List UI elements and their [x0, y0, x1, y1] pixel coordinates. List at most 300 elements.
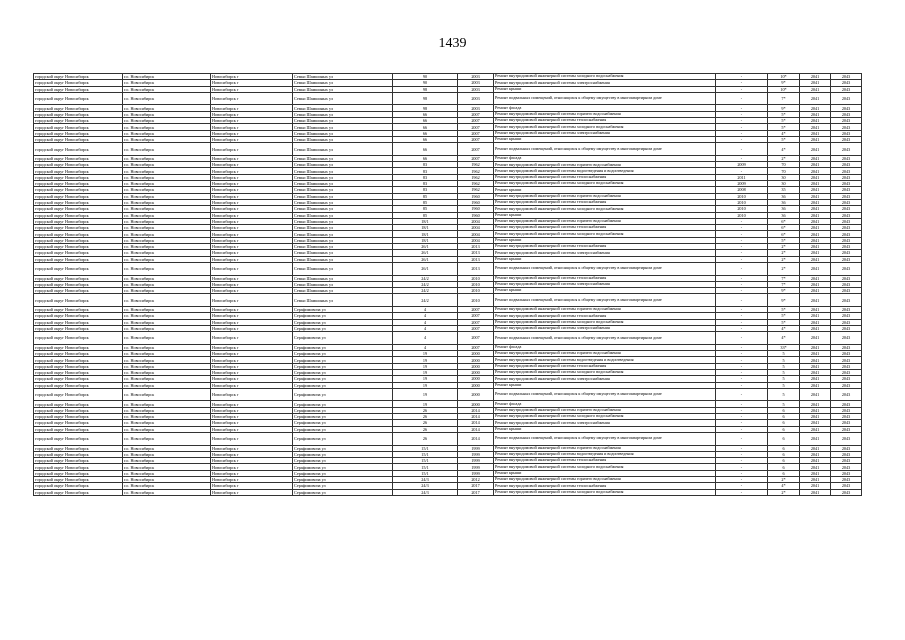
last-repair-year-cell: -	[716, 363, 768, 369]
okrug-cell: городской округ Новосибирск	[34, 313, 123, 319]
wear-percent-cell: 5	[768, 369, 800, 375]
okrug-cell: городской округ Новосибирск	[34, 105, 123, 111]
street-cell: Серафимовича ул	[293, 432, 393, 445]
plan-end-year-cell: 2043	[831, 325, 862, 331]
wear-percent-cell: 6	[768, 414, 800, 420]
wear-percent-cell: 5*	[768, 118, 800, 124]
municipality-cell: г.о. Новосибирск	[123, 458, 211, 464]
city-cell: Новосибирск г	[211, 489, 293, 495]
build-year-cell: 2007	[458, 118, 494, 124]
house-number-cell: 83	[393, 187, 458, 193]
wear-percent-cell: 30	[768, 174, 800, 180]
build-year-cell: 2013	[458, 250, 494, 256]
municipality-cell: г.о. Новосибирск	[123, 489, 211, 495]
build-year-cell: 2003	[458, 80, 494, 86]
last-repair-year-cell: -	[716, 225, 768, 231]
table-row	[34, 143, 862, 156]
city-cell: Новосибирск г	[211, 206, 293, 212]
plan-end-year-cell: 2043	[831, 351, 862, 357]
house-number-cell: 26	[393, 420, 458, 426]
house-number-cell: 19	[393, 363, 458, 369]
plan-end-year-cell: 2043	[831, 376, 862, 382]
city-cell: Новосибирск г	[211, 294, 293, 307]
municipality-cell: г.о. Новосибирск	[123, 319, 211, 325]
table-row	[34, 262, 862, 275]
okrug-cell: городской округ Новосибирск	[34, 155, 123, 161]
okrug-cell: городской округ Новосибирск	[34, 225, 123, 231]
municipality-cell: г.о. Новосибирск	[123, 130, 211, 136]
build-year-cell: 2010	[458, 294, 494, 307]
last-repair-year-cell: 2009	[716, 181, 768, 187]
okrug-cell: городской округ Новосибирск	[34, 414, 123, 420]
build-year-cell: 2004	[458, 225, 494, 231]
house-number-cell: 85	[393, 206, 458, 212]
okrug-cell: городской округ Новосибирск	[34, 357, 123, 363]
plan-end-year-cell: 2043	[831, 357, 862, 363]
plan-start-year-cell: 2041	[800, 155, 831, 161]
last-repair-year-cell: -	[716, 281, 768, 287]
last-repair-year-cell: -	[716, 143, 768, 156]
okrug-cell: городской округ Новосибирск	[34, 111, 123, 117]
street-cell: Семьи Шамшиных ул	[293, 92, 393, 105]
street-cell: Серафимовича ул	[293, 483, 393, 489]
work-type-cell: Ремонт внутридомовой инженерной системы горячего водоснабжения	[494, 407, 716, 413]
wear-percent-cell: 9*	[768, 294, 800, 307]
okrug-cell: городской округ Новосибирск	[34, 199, 123, 205]
plan-end-year-cell: 2043	[831, 363, 862, 369]
municipality-cell: г.о. Новосибирск	[123, 118, 211, 124]
wear-percent-cell: 6	[768, 458, 800, 464]
okrug-cell: городской округ Новосибирск	[34, 80, 123, 86]
okrug-cell: городской округ Новосибирск	[34, 244, 123, 250]
city-cell: Новосибирск г	[211, 244, 293, 250]
build-year-cell: 1962	[458, 187, 494, 193]
city-cell: Новосибирск г	[211, 420, 293, 426]
okrug-cell: городской округ Новосибирск	[34, 351, 123, 357]
okrug-cell: городской округ Новосибирск	[34, 256, 123, 262]
house-number-cell: 19	[393, 357, 458, 363]
street-cell: Семьи Шамшиных ул	[293, 174, 393, 180]
plan-start-year-cell: 2041	[800, 244, 831, 250]
okrug-cell: городской округ Новосибирск	[34, 294, 123, 307]
work-type-cell: Ремонт внутридомовой инженерной системы горячего водоснабжения	[494, 445, 716, 451]
plan-end-year-cell: 2043	[831, 193, 862, 199]
plan-start-year-cell: 2041	[800, 237, 831, 243]
house-number-cell: 83	[393, 174, 458, 180]
build-year-cell: 2000	[458, 363, 494, 369]
last-repair-year-cell: -	[716, 105, 768, 111]
okrug-cell: городской округ Новосибирск	[34, 363, 123, 369]
okrug-cell: городской округ Новосибирск	[34, 344, 123, 350]
last-repair-year-cell: -	[716, 74, 768, 80]
city-cell: Новосибирск г	[211, 407, 293, 413]
plan-start-year-cell: 2041	[800, 206, 831, 212]
plan-end-year-cell: 2043	[831, 451, 862, 457]
house-number-cell: 24/2	[393, 275, 458, 281]
plan-end-year-cell: 2043	[831, 426, 862, 432]
street-cell: Семьи Шамшиных ул	[293, 294, 393, 307]
plan-end-year-cell: 2043	[831, 483, 862, 489]
work-type-cell: Ремонт внутридомовой инженерной системы электроснабжения	[494, 250, 716, 256]
wear-percent-cell: 7*	[768, 281, 800, 287]
build-year-cell: 2014	[458, 426, 494, 432]
plan-start-year-cell: 2041	[800, 262, 831, 275]
city-cell: Новосибирск г	[211, 92, 293, 105]
work-type-cell: Ремонт подвальных помещений, относящихся к общему имуществу в многоквартирном доме	[494, 432, 716, 445]
city-cell: Новосибирск г	[211, 256, 293, 262]
city-cell: Новосибирск г	[211, 344, 293, 350]
plan-end-year-cell: 2043	[831, 244, 862, 250]
plan-end-year-cell: 2043	[831, 80, 862, 86]
okrug-cell: городской округ Новосибирск	[34, 306, 123, 312]
last-repair-year-cell: -	[716, 351, 768, 357]
build-year-cell: 2007	[458, 313, 494, 319]
wear-percent-cell: 2*	[768, 489, 800, 495]
municipality-cell: г.о. Новосибирск	[123, 275, 211, 281]
work-type-cell: Ремонт крыши	[494, 86, 716, 92]
municipality-cell: г.о. Новосибирск	[123, 174, 211, 180]
plan-end-year-cell: 2043	[831, 124, 862, 130]
wear-percent-cell: 9*	[768, 105, 800, 111]
work-type-cell: Ремонт внутридомовой инженерной системы теплоснабжения	[494, 275, 716, 281]
work-type-cell: Ремонт внутридомовой инженерной системы водоотведения и водоотведения	[494, 168, 716, 174]
street-cell: Семьи Шамшиных ул	[293, 206, 393, 212]
street-cell: Семьи Шамшиных ул	[293, 187, 393, 193]
house-number-cell: 26	[393, 426, 458, 432]
city-cell: Новосибирск г	[211, 168, 293, 174]
plan-start-year-cell: 2041	[800, 388, 831, 401]
wear-percent-cell: 4*	[768, 143, 800, 156]
plan-end-year-cell: 2043	[831, 250, 862, 256]
plan-end-year-cell: 2043	[831, 470, 862, 476]
wear-percent-cell: 5	[768, 401, 800, 407]
house-number-cell: 19	[393, 369, 458, 375]
plan-end-year-cell: 2043	[831, 86, 862, 92]
last-repair-year-cell: 2010	[716, 199, 768, 205]
last-repair-year-cell: -	[716, 470, 768, 476]
plan-start-year-cell: 2041	[800, 420, 831, 426]
municipality-cell: г.о. Новосибирск	[123, 445, 211, 451]
municipality-cell: г.о. Новосибирск	[123, 483, 211, 489]
city-cell: Новосибирск г	[211, 212, 293, 218]
wear-percent-cell: 10*	[768, 86, 800, 92]
work-type-cell: Ремонт внутридомовой инженерной системы электроснабжения	[494, 281, 716, 287]
plan-end-year-cell: 2043	[831, 212, 862, 218]
house-number-cell: 90	[393, 74, 458, 80]
plan-start-year-cell: 2041	[800, 363, 831, 369]
city-cell: Новосибирск г	[211, 174, 293, 180]
work-type-cell: Ремонт внутридомовой инженерной системы электроснабжения	[494, 80, 716, 86]
work-type-cell: Ремонт внутридомовой инженерной системы горячего водоснабжения	[494, 218, 716, 224]
work-type-cell: Ремонт внутридомовой инженерной системы горячего водоснабжения	[494, 351, 716, 357]
street-cell: Семьи Шамшиных ул	[293, 275, 393, 281]
work-type-cell: Ремонт подвальных помещений, относящихся к общему имуществу в многоквартирном доме	[494, 388, 716, 401]
street-cell: Серафимовича ул	[293, 313, 393, 319]
wear-percent-cell: 2*	[768, 155, 800, 161]
municipality-cell: г.о. Новосибирск	[123, 231, 211, 237]
plan-start-year-cell: 2041	[800, 199, 831, 205]
build-year-cell: 2014	[458, 432, 494, 445]
okrug-cell: городской округ Новосибирск	[34, 174, 123, 180]
house-number-cell: 26/1	[393, 256, 458, 262]
build-year-cell: 1962	[458, 174, 494, 180]
plan-end-year-cell: 2043	[831, 458, 862, 464]
okrug-cell: городской округ Новосибирск	[34, 181, 123, 187]
wear-percent-cell: 5*	[768, 111, 800, 117]
okrug-cell: городской округ Новосибирск	[34, 212, 123, 218]
wear-percent-cell: 6	[768, 407, 800, 413]
okrug-cell: городской округ Новосибирск	[34, 206, 123, 212]
wear-percent-cell: 2*	[768, 262, 800, 275]
city-cell: Новосибирск г	[211, 332, 293, 345]
city-cell: Новосибирск г	[211, 445, 293, 451]
build-year-cell: 1960	[458, 212, 494, 218]
build-year-cell: 1962	[458, 162, 494, 168]
plan-start-year-cell: 2041	[800, 464, 831, 470]
plan-end-year-cell: 2043	[831, 445, 862, 451]
city-cell: Новосибирск г	[211, 231, 293, 237]
house-number-cell: 26/1	[393, 244, 458, 250]
plan-end-year-cell: 2043	[831, 262, 862, 275]
okrug-cell: городской округ Новосибирск	[34, 458, 123, 464]
street-cell: Семьи Шамшиных ул	[293, 155, 393, 161]
city-cell: Новосибирск г	[211, 225, 293, 231]
last-repair-year-cell: -	[716, 111, 768, 117]
table-row	[34, 432, 862, 445]
wear-percent-cell: 4*	[768, 332, 800, 345]
wear-percent-cell: 35	[768, 187, 800, 193]
municipality-cell: г.о. Новосибирск	[123, 281, 211, 287]
build-year-cell: 1960	[458, 193, 494, 199]
street-cell: Семьи Шамшиных ул	[293, 250, 393, 256]
wear-percent-cell: 70	[768, 162, 800, 168]
house-number-cell: 98	[393, 92, 458, 105]
okrug-cell: городской округ Новосибирск	[34, 470, 123, 476]
municipality-cell: г.о. Новосибирск	[123, 136, 211, 142]
plan-start-year-cell: 2041	[800, 187, 831, 193]
last-repair-year-cell: -	[716, 483, 768, 489]
work-type-cell: Ремонт подвальных помещений, относящихся к общему имуществу в многоквартирном доме	[494, 92, 716, 105]
plan-end-year-cell: 2043	[831, 288, 862, 294]
city-cell: Новосибирск г	[211, 275, 293, 281]
plan-start-year-cell: 2041	[800, 306, 831, 312]
work-type-cell: Ремонт внутридомовой инженерной системы теплоснабжения	[494, 244, 716, 250]
plan-start-year-cell: 2041	[800, 231, 831, 237]
street-cell: Семьи Шамшиных ул	[293, 111, 393, 117]
city-cell: Новосибирск г	[211, 130, 293, 136]
house-number-cell: 4	[393, 306, 458, 312]
street-cell: Семьи Шамшиных ул	[293, 74, 393, 80]
plan-start-year-cell: 2041	[800, 483, 831, 489]
plan-start-year-cell: 2041	[800, 281, 831, 287]
street-cell: Семьи Шамшиных ул	[293, 168, 393, 174]
work-type-cell: Ремонт внутридомовой инженерной системы водоотведения и водоотведения	[494, 451, 716, 457]
city-cell: Новосибирск г	[211, 281, 293, 287]
house-number-cell: 19	[393, 351, 458, 357]
plan-start-year-cell: 2041	[800, 80, 831, 86]
street-cell: Семьи Шамшиных ул	[293, 256, 393, 262]
work-type-cell: Ремонт крыши	[494, 426, 716, 432]
build-year-cell: 2003	[458, 92, 494, 105]
work-type-cell: Ремонт крыши	[494, 187, 716, 193]
plan-start-year-cell: 2041	[800, 357, 831, 363]
work-type-cell: Ремонт фасада	[494, 344, 716, 350]
work-type-cell: Ремонт внутридомовой инженерной системы холодного водоснабжения	[494, 414, 716, 420]
last-repair-year-cell: -	[716, 168, 768, 174]
okrug-cell: городской округ Новосибирск	[34, 193, 123, 199]
wear-percent-cell: 4*	[768, 325, 800, 331]
city-cell: Новосибирск г	[211, 357, 293, 363]
work-type-cell: Ремонт внутридомовой инженерной системы теплоснабжения	[494, 174, 716, 180]
city-cell: Новосибирск г	[211, 105, 293, 111]
house-number-cell: 83	[393, 168, 458, 174]
work-type-cell: Ремонт внутридомовой инженерной системы горячего водоснабжения	[494, 111, 716, 117]
house-number-cell: 4	[393, 313, 458, 319]
table-body	[34, 74, 862, 496]
plan-end-year-cell: 2043	[831, 231, 862, 237]
plan-start-year-cell: 2041	[800, 288, 831, 294]
plan-start-year-cell: 2041	[800, 325, 831, 331]
plan-start-year-cell: 2041	[800, 351, 831, 357]
plan-start-year-cell: 2041	[800, 294, 831, 307]
house-number-cell: 98	[393, 105, 458, 111]
street-cell: Серафимовича ул	[293, 363, 393, 369]
municipality-cell: г.о. Новосибирск	[123, 325, 211, 331]
plan-end-year-cell: 2043	[831, 130, 862, 136]
okrug-cell: городской округ Новосибирск	[34, 420, 123, 426]
wear-percent-cell: 5*	[768, 124, 800, 130]
last-repair-year-cell: -	[716, 477, 768, 483]
work-type-cell: Ремонт внутридомовой инженерной системы холодного водоснабжения	[494, 124, 716, 130]
street-cell: Серафимовича ул	[293, 426, 393, 432]
municipality-cell: г.о. Новосибирск	[123, 351, 211, 357]
municipality-cell: г.о. Новосибирск	[123, 111, 211, 117]
city-cell: Новосибирск г	[211, 80, 293, 86]
house-number-cell: 66	[393, 118, 458, 124]
plan-start-year-cell: 2041	[800, 111, 831, 117]
build-year-cell: 2017	[458, 483, 494, 489]
municipality-cell: г.о. Новосибирск	[123, 357, 211, 363]
wear-percent-cell: 5	[768, 382, 800, 388]
build-year-cell: 1962	[458, 168, 494, 174]
work-type-cell: Ремонт внутридомовой инженерной системы холодного водоснабжения	[494, 181, 716, 187]
plan-end-year-cell: 2043	[831, 401, 862, 407]
plan-end-year-cell: 2043	[831, 464, 862, 470]
okrug-cell: городской округ Новосибирск	[34, 250, 123, 256]
wear-percent-cell: 7*	[768, 92, 800, 105]
plan-start-year-cell: 2041	[800, 275, 831, 281]
plan-end-year-cell: 2043	[831, 332, 862, 345]
last-repair-year-cell: -	[716, 288, 768, 294]
plan-end-year-cell: 2043	[831, 136, 862, 142]
municipality-cell: г.о. Новосибирск	[123, 382, 211, 388]
okrug-cell: городской округ Новосибирск	[34, 143, 123, 156]
build-year-cell: 2003	[458, 86, 494, 92]
house-number-cell: 19	[393, 376, 458, 382]
work-type-cell: Ремонт внутридомовой инженерной системы электроснабжения	[494, 325, 716, 331]
build-year-cell: 2014	[458, 414, 494, 420]
street-cell: Серафимовича ул	[293, 477, 393, 483]
build-year-cell: 2010	[458, 281, 494, 287]
wear-percent-cell: 70	[768, 168, 800, 174]
okrug-cell: городской округ Новосибирск	[34, 231, 123, 237]
work-type-cell: Ремонт крыши	[494, 470, 716, 476]
plan-end-year-cell: 2043	[831, 174, 862, 180]
house-number-cell: 15/1	[393, 451, 458, 457]
wear-percent-cell: 2*	[768, 244, 800, 250]
okrug-cell: городской округ Новосибирск	[34, 162, 123, 168]
build-year-cell: 2007	[458, 111, 494, 117]
municipality-cell: г.о. Новосибирск	[123, 262, 211, 275]
city-cell: Новосибирск г	[211, 237, 293, 243]
municipality-cell: г.о. Новосибирск	[123, 105, 211, 111]
wear-percent-cell: 5	[768, 357, 800, 363]
plan-start-year-cell: 2041	[800, 319, 831, 325]
city-cell: Новосибирск г	[211, 250, 293, 256]
last-repair-year-cell: -	[716, 445, 768, 451]
work-type-cell: Ремонт подвальных помещений, относящихся к общему имуществу в многоквартирном доме	[494, 332, 716, 345]
city-cell: Новосибирск г	[211, 351, 293, 357]
house-number-cell: 15/1	[393, 464, 458, 470]
okrug-cell: городской округ Новосибирск	[34, 288, 123, 294]
city-cell: Новосибирск г	[211, 193, 293, 199]
street-cell: Серафимовича ул	[293, 306, 393, 312]
municipality-cell: г.о. Новосибирск	[123, 256, 211, 262]
city-cell: Новосибирск г	[211, 401, 293, 407]
street-cell: Серафимовича ул	[293, 489, 393, 495]
house-number-cell: 4	[393, 325, 458, 331]
build-year-cell: 2004	[458, 237, 494, 243]
plan-end-year-cell: 2043	[831, 369, 862, 375]
okrug-cell: городской округ Новосибирск	[34, 124, 123, 130]
build-year-cell: 2000	[458, 401, 494, 407]
city-cell: Новосибирск г	[211, 155, 293, 161]
city-cell: Новосибирск г	[211, 388, 293, 401]
okrug-cell: городской округ Новосибирск	[34, 325, 123, 331]
municipality-cell: г.о. Новосибирск	[123, 86, 211, 92]
city-cell: Новосибирск г	[211, 199, 293, 205]
last-repair-year-cell: -	[716, 306, 768, 312]
street-cell: Серафимовича ул	[293, 319, 393, 325]
plan-start-year-cell: 2041	[800, 124, 831, 130]
municipality-cell: г.о. Новосибирск	[123, 212, 211, 218]
municipality-cell: г.о. Новосибирск	[123, 464, 211, 470]
municipality-cell: г.о. Новосибирск	[123, 420, 211, 426]
plan-end-year-cell: 2043	[831, 92, 862, 105]
street-cell: Семьи Шамшиных ул	[293, 231, 393, 237]
okrug-cell: городской округ Новосибирск	[34, 388, 123, 401]
plan-start-year-cell: 2041	[800, 332, 831, 345]
house-number-cell: 66	[393, 111, 458, 117]
wear-percent-cell: 6*	[768, 225, 800, 231]
work-type-cell: Ремонт подвальных помещений, относящихся к общему имуществу в многоквартирном доме	[494, 294, 716, 307]
city-cell: Новосибирск г	[211, 319, 293, 325]
plan-end-year-cell: 2043	[831, 477, 862, 483]
municipality-cell: г.о. Новосибирск	[123, 477, 211, 483]
build-year-cell: 2007	[458, 306, 494, 312]
wear-percent-cell: 6	[768, 432, 800, 445]
municipality-cell: г.о. Новосибирск	[123, 143, 211, 156]
last-repair-year-cell: -	[716, 344, 768, 350]
house-number-cell: 26/1	[393, 250, 458, 256]
city-cell: Новосибирск г	[211, 288, 293, 294]
last-repair-year-cell: -	[716, 319, 768, 325]
municipality-cell: г.о. Новосибирск	[123, 363, 211, 369]
street-cell: Семьи Шамшиных ул	[293, 212, 393, 218]
table-row	[34, 388, 862, 401]
build-year-cell: 2014	[458, 420, 494, 426]
last-repair-year-cell: -	[716, 155, 768, 161]
